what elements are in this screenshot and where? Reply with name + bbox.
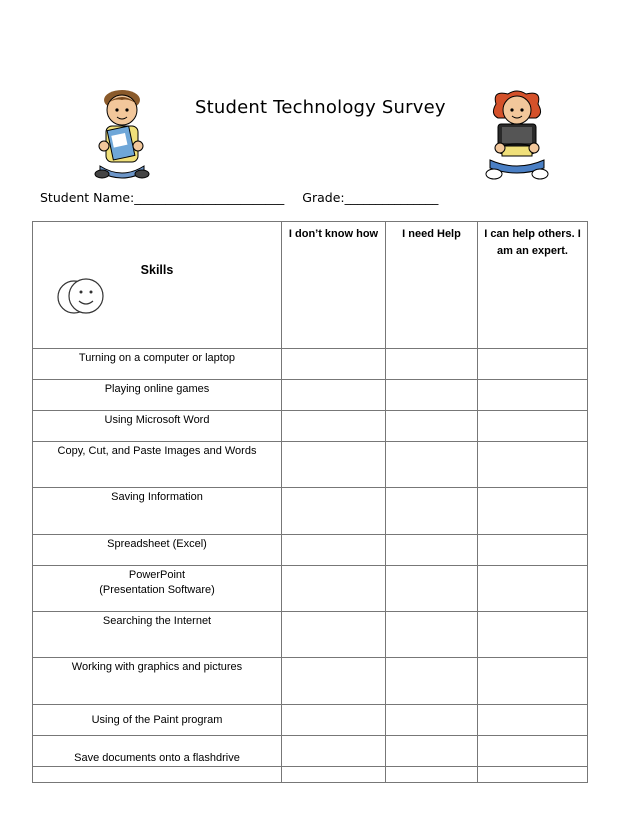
skill-label: Using of the Paint program xyxy=(33,705,282,736)
answer-cell[interactable] xyxy=(282,705,386,736)
answer-cell[interactable] xyxy=(386,612,478,658)
column-header-expert: I can help others. I am an expert. xyxy=(478,222,588,349)
answer-cell[interactable] xyxy=(386,411,478,442)
answer-cell[interactable] xyxy=(478,612,588,658)
answer-cell[interactable] xyxy=(386,349,478,380)
answer-cell[interactable] xyxy=(282,736,386,767)
answer-cell[interactable] xyxy=(386,736,478,767)
answer-cell[interactable] xyxy=(478,411,588,442)
page-title: Student Technology Survey xyxy=(195,97,446,118)
skill-label: Playing online games xyxy=(33,380,282,411)
grade-field[interactable]: Grade:_______________ xyxy=(302,190,439,205)
skill-label: PowerPoint xyxy=(128,569,186,581)
answer-cell[interactable] xyxy=(478,380,588,411)
empty-cell xyxy=(33,767,282,783)
answer-cell[interactable] xyxy=(282,535,386,566)
skill-label-powerpoint xyxy=(33,566,282,612)
column-header-dont-know: I don’t know how xyxy=(282,222,386,349)
skill-label: Saving Information xyxy=(33,488,282,535)
answer-cell[interactable] xyxy=(386,767,478,783)
skill-label: Save documents onto a flashdrive xyxy=(33,736,282,767)
table-header-row xyxy=(33,222,588,349)
answer-cell[interactable] xyxy=(282,411,386,442)
table-row xyxy=(33,535,588,566)
skill-sublabel: (Presentation Software) xyxy=(99,584,215,596)
answer-cell[interactable] xyxy=(386,488,478,535)
skill-label: Using Microsoft Word xyxy=(33,411,282,442)
answer-cell[interactable] xyxy=(386,658,478,705)
boy-with-book-illustration xyxy=(88,88,156,188)
answer-cell[interactable] xyxy=(282,566,386,612)
answer-cell[interactable] xyxy=(282,488,386,535)
skill-label: Working with graphics and pictures xyxy=(33,658,282,705)
answer-cell[interactable] xyxy=(478,349,588,380)
table-row xyxy=(33,736,588,767)
answer-cell[interactable] xyxy=(282,442,386,488)
table-row xyxy=(33,349,588,380)
skills-header: Skills xyxy=(140,263,174,277)
skill-label: Spreadsheet (Excel) xyxy=(33,535,282,566)
answer-cell[interactable] xyxy=(386,380,478,411)
student-name-field[interactable]: Student Name:________________________ xyxy=(40,190,285,205)
answer-cell[interactable] xyxy=(478,442,588,488)
answer-cell[interactable] xyxy=(478,566,588,612)
table-row xyxy=(33,380,588,411)
skills-header-cell xyxy=(33,222,282,349)
survey-table xyxy=(32,221,588,783)
answer-cell[interactable] xyxy=(478,767,588,783)
table-row xyxy=(33,705,588,736)
table-row xyxy=(33,658,588,705)
table-row xyxy=(33,411,588,442)
table-row xyxy=(33,566,588,612)
smiley-face-icon xyxy=(55,275,109,317)
answer-cell[interactable] xyxy=(478,736,588,767)
table-row xyxy=(33,488,588,535)
answer-cell[interactable] xyxy=(386,705,478,736)
answer-cell[interactable] xyxy=(386,566,478,612)
skill-label: Searching the Internet xyxy=(33,612,282,658)
answer-cell[interactable] xyxy=(478,705,588,736)
table-row xyxy=(33,612,588,658)
table-row xyxy=(33,442,588,488)
answer-cell[interactable] xyxy=(282,767,386,783)
answer-cell[interactable] xyxy=(282,349,386,380)
answer-cell[interactable] xyxy=(478,488,588,535)
skill-label: Copy, Cut, and Paste Images and Words xyxy=(33,442,282,488)
student-info-line xyxy=(40,190,438,205)
answer-cell[interactable] xyxy=(282,380,386,411)
column-header-need-help: I need Help xyxy=(386,222,478,349)
skill-label: Turning on a computer or laptop xyxy=(33,349,282,380)
answer-cell[interactable] xyxy=(282,612,386,658)
answer-cell[interactable] xyxy=(386,442,478,488)
answer-cell[interactable] xyxy=(282,658,386,705)
answer-cell[interactable] xyxy=(478,535,588,566)
table-row xyxy=(33,767,588,783)
girl-with-laptop-illustration xyxy=(482,88,552,188)
answer-cell[interactable] xyxy=(386,535,478,566)
answer-cell[interactable] xyxy=(478,658,588,705)
